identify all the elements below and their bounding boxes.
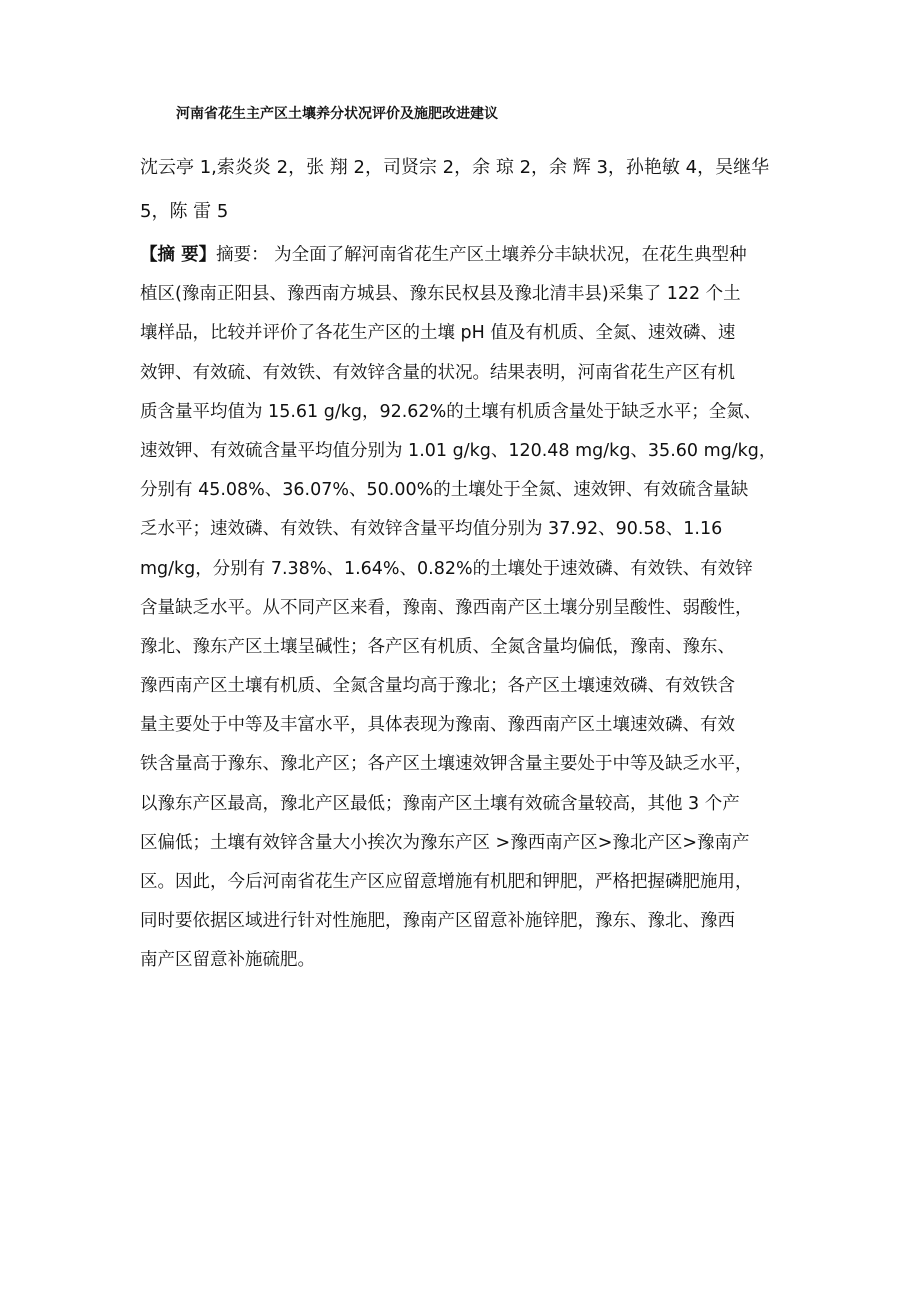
abstract-line: 以豫东产区最高，豫北产区最低；豫南产区土壤有效硫含量较高，其他 3 个产 xyxy=(140,793,740,814)
abstract-text: 摘要： 为全面了解河南省花生产区土壤养分丰缺状况，在花生典型种 xyxy=(216,245,747,265)
abstract-line: 速效钾、有效硫含量平均值分别为 1.01 g/kg、120.48 mg/kg、35.60 mg/kg， xyxy=(140,440,777,461)
abstract-line: 效钾、有效硫、有效铁、有效锌含量的状况。结果表明，河南省花生产区有机 xyxy=(140,362,735,383)
abstract xyxy=(140,236,805,981)
abstract-line: 铁含量高于豫东、豫北产区；各产区土壤速效钾含量主要处于中等及缺乏水平， xyxy=(140,754,753,775)
abstract-line: 量主要处于中等及丰富水平，具体表现为豫南、豫西南产区土壤速效磷、有效 xyxy=(140,715,735,736)
abstract-line: 豫北、豫东产区土壤呈碱性；各产区有机质、全氮含量均偏低，豫南、豫东、 xyxy=(140,636,735,657)
abstract-line: 同时要依据区域进行针对性施肥，豫南产区留意补施锌肥，豫东、豫北、豫西 xyxy=(140,911,735,932)
abstract-line: 壤样品，比较并评价了各花生产区的土壤 pH 值及有机质、全氮、速效磷、速 xyxy=(140,323,736,344)
abstract-line: 乏水平；速效磷、有效铁、有效锌含量平均值分别为 37.92、90.58、1.16 xyxy=(140,519,723,540)
abstract-line: 南产区留意补施硫肥。 xyxy=(140,950,315,971)
abstract-line: mg/kg，分别有 7.38%、1.64%、0.82%的土壤处于速效磷、有效铁、有效锌 xyxy=(140,558,753,579)
abstract-line: 质含量平均值为 15.61 g/kg，92.62%的土壤有机质含量处于缺乏水平；全氮、 xyxy=(140,401,762,422)
abstract-line: 植区(豫南正阳县、豫西南方城县、豫东民权县及豫北清丰县)采集了 122 个土 xyxy=(140,284,741,305)
abstract-line xyxy=(140,236,805,275)
abstract-line: 区偏低；土壤有效锌含量大小挨次为豫东产区 >豫西南产区>豫北产区>豫南产 xyxy=(140,832,750,853)
author-line: 5，陈 雷 5 xyxy=(140,201,229,222)
paper-title: 河南省花生主产区土壤养分状况评价及施肥改进建议 xyxy=(176,106,498,122)
abstract-line: 含量缺乏水平。从不同产区来看，豫南、豫西南产区土壤分别呈酸性、弱酸性， xyxy=(140,597,753,618)
abstract-line: 区。因此，今后河南省花生产区应留意增施有机肥和钾肥，严格把握磷肥施用， xyxy=(140,872,753,892)
author-line: 沈云亭 1,索炎炎 2，张 翔 2，司贤宗 2，余 琼 2，余 辉 3，孙艳敏 4，吴继华 xyxy=(140,157,770,178)
abstract-line: 分别有 45.08%、36.07%、50.00%的土壤处于全氮、速效钾、有效硫含量缺 xyxy=(140,480,749,501)
abstract-label: 【摘 要】 xyxy=(140,245,217,265)
author-list xyxy=(140,146,800,234)
abstract-line: 豫西南产区土壤有机质、全氮含量均高于豫北；各产区土壤速效磷、有效铁含 xyxy=(140,676,735,697)
